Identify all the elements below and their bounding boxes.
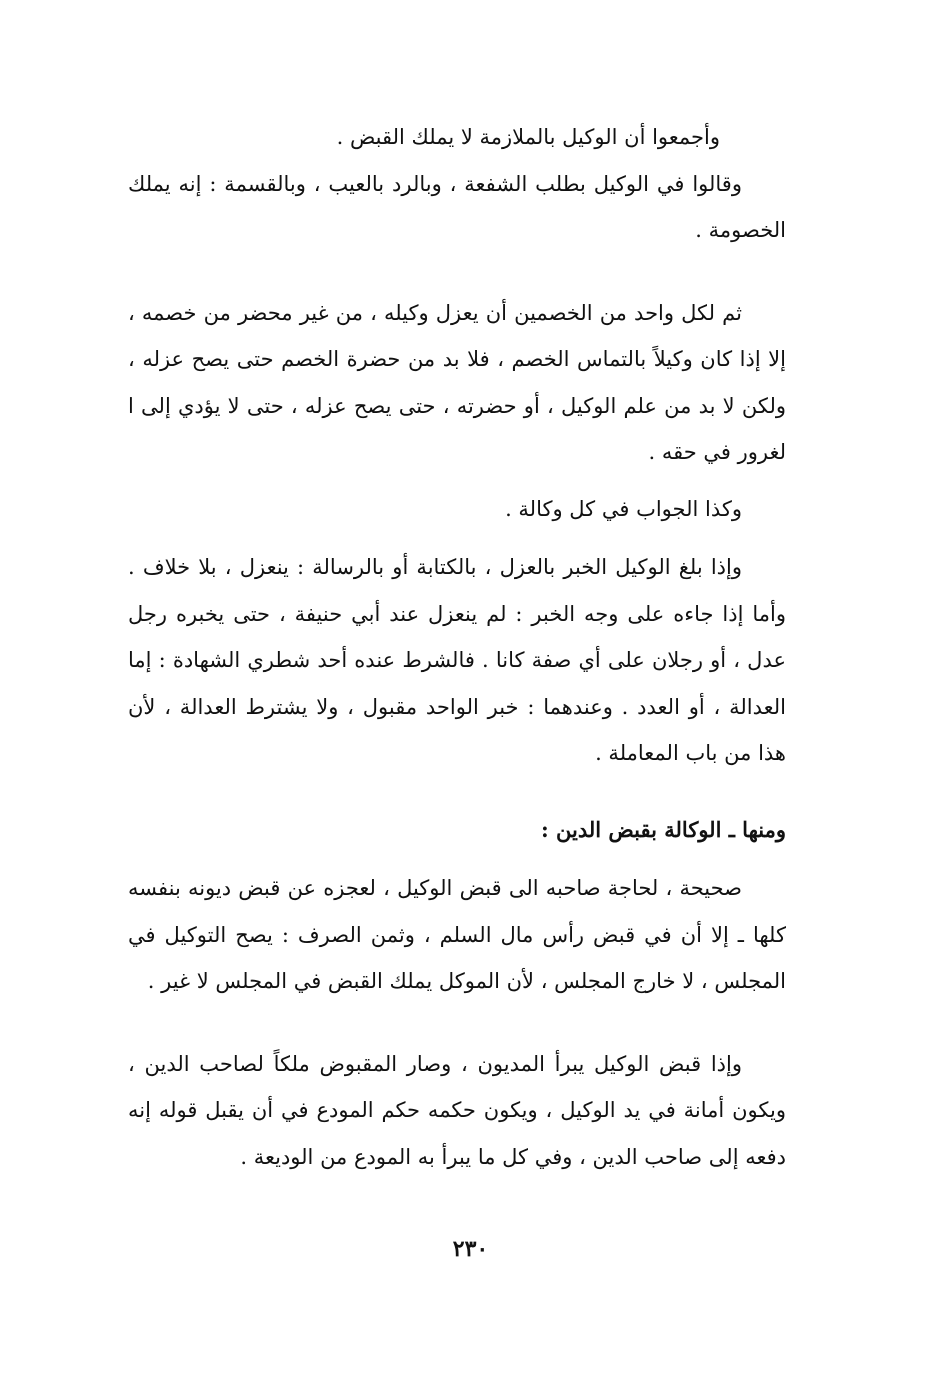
paragraph-3: ثم لكل واحد من الخصمين أن يعزل وكيله ، من غير محضر من خصمه ، إلا إذا كان وكيلاً بالتماس الخصم ، فلا بد من حضرة الخصم حتى يصح عزله ، ولكن لا بد من علم الوكيل ، أو حضرته ، حتى يصح عزله ، حتى لا يؤدي إلى ا لغرور في حقه .	[128, 300, 786, 464]
section-heading: ومنها ـ الوكالة بقبض الدين :	[540, 816, 786, 842]
paragraph-7: وإذا قبض الوكيل يبرأ المديون ، وصار المقبوض ملكاً لصاحب الدين ، ويكون أمانة في يد الوكيل ، ويكون حكمه حكم المودع في أن يقبل قوله إنه دفعه إلى صاحب الدين ، وفي كل ما يبرأ به المودع من الوديعة .	[128, 1051, 786, 1169]
paragraph-6: صحيحة ، لحاجة صاحبه الى قبض الوكيل ، لعجزه عن قبض ديونه بنفسه كلها ـ إلا أن في قبض رأس مال السلم ، وثمن الصرف : يصح التوكيل في المجلس ، لا خارج المجلس ، لأن الموكل يملك القبض في المجلس لا غير .	[128, 876, 786, 993]
page-number: ٢٣٠	[452, 1236, 489, 1262]
paragraph-2: وقالوا في الوكيل بطلب الشفعة ، وبالرد بالعيب ، وبالقسمة : إنه يملك الخصومة .	[128, 171, 786, 242]
main-text	[128, 114, 786, 1180]
paragraph-5: وإذا بلغ الوكيل الخبر بالعزل ، بالكتابة أو بالرسالة : ينعزل ، بلا خلاف . وأما إذا جاءه على وجه الخبر : لم ينعزل عند أبي حنيفة ، حتى يخبره رجل عدل ، أو رجلان على أي صفة كانا . فالشرط عنده أحد شطري الشهادة : إما العدالة ، أو العدد . وعندهما : خبر الواحد مقبول ، ولا يشترط العدالة ، لأن هذا من باب المعاملة .	[128, 555, 786, 765]
paragraph-1: وأجمعوا أن الوكيل بالملازمة لا يملك القبض .	[336, 125, 720, 149]
paragraph-4: وكذا الجواب في كل وكالة .	[505, 496, 742, 521]
